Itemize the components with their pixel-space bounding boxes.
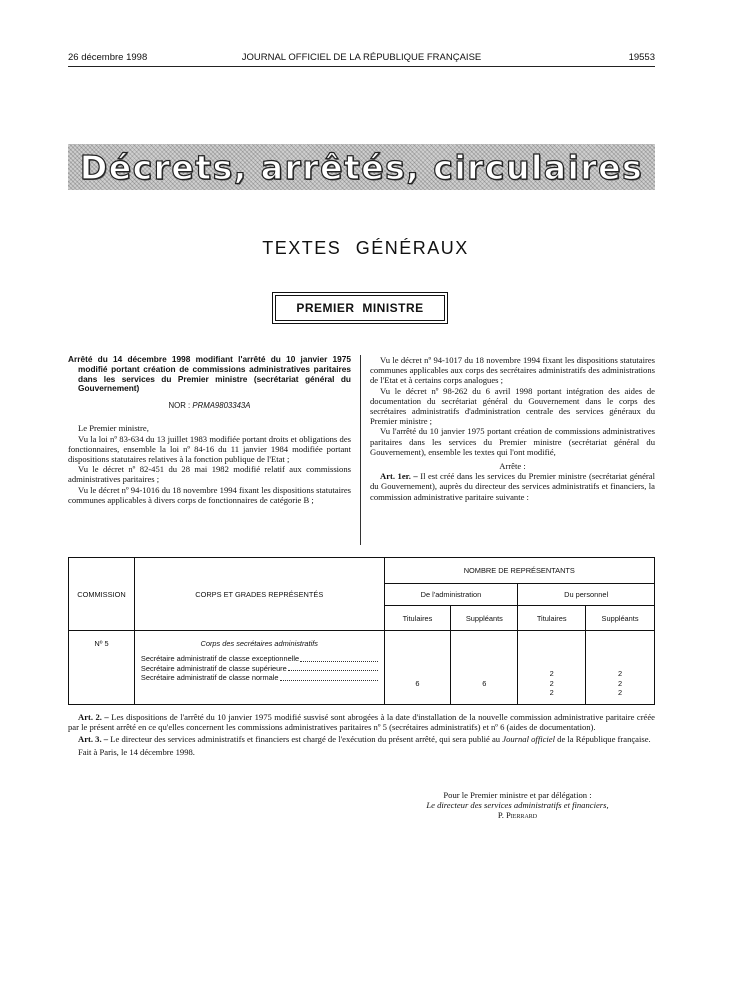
column-divider bbox=[360, 355, 361, 545]
grade-item: Secrétaire administratif de classe normale bbox=[141, 673, 378, 683]
arrete-heading: Arrête : bbox=[499, 461, 526, 472]
nor-value: PRMA9803343A bbox=[192, 401, 251, 411]
signature-role: Le directeur des services administratifs et financiers, bbox=[426, 800, 609, 811]
personnel-titulaires-values: 2 2 2 bbox=[518, 631, 586, 705]
signature-delegation: Pour le Premier ministre et par délégation : bbox=[443, 790, 592, 800]
section-banner bbox=[68, 144, 655, 190]
admin-titulaires-value: 6 bbox=[384, 631, 451, 705]
personnel-suppleants-values: 2 2 2 bbox=[586, 631, 655, 705]
commission-number: Nº 5 bbox=[69, 631, 135, 705]
corps-title: Corps des secrétaires administratifs bbox=[200, 639, 318, 648]
decree-left-column bbox=[68, 355, 351, 505]
header-nombre: NOMBRE DE REPRÉSENTANTS bbox=[384, 558, 654, 584]
header-journal-title: JOURNAL OFFICIEL DE LA RÉPUBLIQUE FRANÇAISE bbox=[241, 52, 482, 63]
nor-reference bbox=[68, 401, 351, 411]
header-rule bbox=[68, 66, 655, 67]
article-3: Art. 3. – Le directeur des services administratifs et financiers est chargé de l'exécution du présent arrêté, qui sera publié au Journal officiel de la République française. bbox=[78, 734, 651, 745]
header-administration: De l'administration bbox=[384, 584, 518, 606]
visa-paragraph: Vu le décret nº 98-262 du 6 avril 1998 portant intégration des aides de documentation du secrétariat général du Gouvernement dans le corps des secrétaires administratifs d'administration centrale des services généraux du Premier ministre ; bbox=[370, 385, 655, 427]
visa-paragraph: Vu le décret nº 94-1017 du 18 novembre 1994 fixant les dispositions statutaires communes applicables aux corps des secrétaires administratifs des administrations de l'Etat et à certains corps analogues ; bbox=[370, 355, 655, 386]
table-row bbox=[69, 631, 655, 705]
banner-title: Décrets, arrêtés, circulaires bbox=[79, 147, 644, 187]
nor-label: NOR : bbox=[168, 401, 191, 411]
admin-suppleants-value: 6 bbox=[451, 631, 518, 705]
header-date: 26 décembre 1998 bbox=[68, 52, 148, 63]
ministry-heading: PREMIER MINISTRE bbox=[275, 295, 445, 321]
visa-paragraph: Vu le décret nº 94-1016 du 18 novembre 1994 fixant les dispositions statutaires communes applicables à divers corps de fonctionnaires de catégorie B ; bbox=[68, 484, 351, 505]
page-header bbox=[68, 52, 655, 66]
closing-articles bbox=[68, 712, 655, 759]
decree-title: Arrêté du 14 décembre 1998 modifiant l'arrêté du 10 janvier 1975 modifié portant création de commissions administratives paritaires dans les services du Premier ministre (secrétariat général du Gouvernement) bbox=[68, 354, 351, 394]
header-titulaires-admin: Titulaires bbox=[384, 606, 451, 631]
header-suppleants-personnel: Suppléants bbox=[586, 606, 655, 631]
grade-item: Secrétaire administratif de classe exceptionnelle bbox=[141, 654, 378, 664]
fait-a-paris: Fait à Paris, le 14 décembre 1998. bbox=[78, 746, 195, 757]
signature-block bbox=[380, 790, 655, 821]
article-1-text: Il est créé dans les services du Premier ministre (secrétariat général du Gouvernement), auprès du directeur des services administratifs et financiers, la commission administrative paritaire suivante : bbox=[370, 471, 655, 502]
article-1 bbox=[370, 471, 655, 502]
signature-name: P. Pierrard bbox=[497, 810, 538, 821]
article-2: Art. 2. – Les dispositions de l'arrêté du 10 janvier 1975 modifié susvisé sont abrogées à la date d'installation de la nouvelle commission administrative paritaire créée par le présent arrêté en ce qu'elles concernent les commissions administratives paritaires nº 5 (secrétaires administratifs) et nº 6 (aides de documentation). bbox=[68, 712, 655, 733]
visa-paragraph: Vu la loi nº 83-634 du 13 juillet 1983 modifiée portant droits et obligations des fonctionnaires, ensemble la loi nº 84-16 du 11 janvier 1984 modifiée portant dispositions statutaires relatives à la fonction publique de l'Etat ; bbox=[68, 433, 351, 464]
section-title: TEXTES GÉNÉRAUX bbox=[262, 238, 469, 258]
article-1-label: Art. 1er. – bbox=[380, 471, 418, 482]
header-commission: COMMISSION bbox=[69, 558, 135, 631]
header-personnel: Du personnel bbox=[518, 584, 655, 606]
representatives-table bbox=[68, 557, 655, 705]
header-corps: CORPS ET GRADES REPRÉSENTÉS bbox=[134, 558, 384, 631]
visa-paragraph: Vu l'arrêté du 10 janvier 1975 portant création de commissions administratives paritaires dans les services du Premier ministre (secrétariat général du Gouvernement), ensemble les textes qui l'ont modifié, bbox=[370, 426, 655, 457]
header-titulaires-personnel: Titulaires bbox=[518, 606, 586, 631]
corps-cell bbox=[134, 631, 384, 705]
decree-right-column bbox=[370, 355, 655, 502]
header-page-number: 19553 bbox=[628, 52, 655, 63]
visa-paragraph: Vu le décret nº 82-451 du 28 mai 1982 modifié relatif aux commissions administratives paritaires ; bbox=[68, 464, 351, 485]
header-suppleants-admin: Suppléants bbox=[451, 606, 518, 631]
preamble-line: Le Premier ministre, bbox=[78, 423, 149, 434]
grade-item: Secrétaire administratif de classe supérieure bbox=[141, 664, 378, 674]
